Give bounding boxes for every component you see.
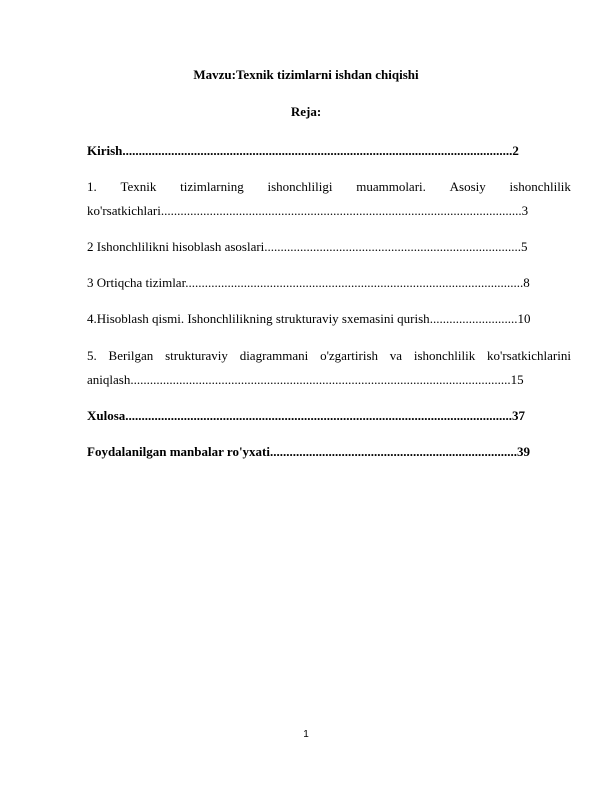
- toc-word: Berilgan: [108, 348, 154, 363]
- toc-leader-dots: ...........................: [429, 311, 518, 326]
- toc-leader-dots: ...............................................................................: [264, 239, 522, 254]
- toc-entry-text: 4.Hisoblash qismi. Ishonchlilikning strukturaviy sxemasini qurish: [87, 311, 430, 326]
- toc-leader-dots: ........................................................................................................: [185, 275, 524, 290]
- toc-entry-text: Foydalanilgan manbalar ro'yxati: [87, 444, 270, 459]
- toc-entry-1-line1: [87, 179, 571, 195]
- toc-page-number: 3: [521, 203, 529, 218]
- toc-word: va: [389, 348, 403, 363]
- toc-page-number: 37: [512, 408, 526, 423]
- toc-entry-manbalar: [87, 444, 571, 460]
- toc-entry-text: 3 Ortiqcha tizimlar: [87, 275, 186, 290]
- toc-entry-text: 2 Ishonchlilikni hisoblash asoslari: [87, 239, 265, 254]
- toc-page-number: 10: [517, 311, 531, 326]
- toc-entry-2: [87, 239, 571, 255]
- toc-leader-dots: ............................................................................: [270, 444, 517, 459]
- toc-entry-5-line1: [87, 348, 571, 364]
- toc-leader-dots: .......................................................................................................................: [125, 408, 513, 423]
- toc-word: muammolari.: [356, 179, 426, 194]
- toc-page-number: 2: [512, 143, 519, 158]
- toc-leader-dots: .....................................................................................................................: [130, 372, 511, 387]
- toc-word: 5.: [87, 348, 97, 363]
- toc-word: Asosiy: [449, 179, 486, 194]
- toc-page-number: 8: [523, 275, 530, 290]
- toc-entry-4: [87, 311, 571, 327]
- toc-entry-text: Kirish: [87, 143, 123, 158]
- toc-entry-kirish: [87, 143, 571, 159]
- toc-entry-1-line2: [87, 203, 571, 219]
- toc-word: ishonchlilik: [413, 348, 476, 363]
- plan-heading: Reja:: [290, 104, 322, 119]
- toc-word: diagrammani: [239, 348, 309, 363]
- toc-word: tizimlarning: [180, 179, 244, 194]
- toc-word: ishonchlilik: [509, 179, 571, 194]
- topic-title: Mavzu:Texnik tizimlarni ishdan chiqishi: [193, 67, 419, 82]
- toc-entry-3: [87, 275, 571, 291]
- page-number: 1: [303, 729, 309, 740]
- toc-entry-5-line2: [87, 372, 571, 388]
- toc-entry-xulosa: [87, 408, 571, 424]
- toc-page-number: 15: [510, 372, 524, 387]
- toc-entry-text: aniqlash: [87, 372, 131, 387]
- toc-page-number: 39: [517, 444, 530, 459]
- toc-word: strukturaviy: [165, 348, 228, 363]
- toc-word: Texnik: [120, 179, 157, 194]
- toc-entry-text: Xulosa: [87, 408, 126, 423]
- toc-word: o'zgartirish: [320, 348, 378, 363]
- toc-entry-text: ko'rsatkichlari: [87, 203, 161, 218]
- toc-word: ishonchliligi: [267, 179, 333, 194]
- toc-word: ko'rsatkichlarini: [487, 348, 571, 363]
- toc-leader-dots: ........................................................................................................................: [122, 143, 513, 158]
- toc-page-number: 5: [521, 239, 528, 254]
- toc-leader-dots: ...............................................................................................................: [160, 203, 522, 218]
- toc-word: 1.: [87, 179, 97, 194]
